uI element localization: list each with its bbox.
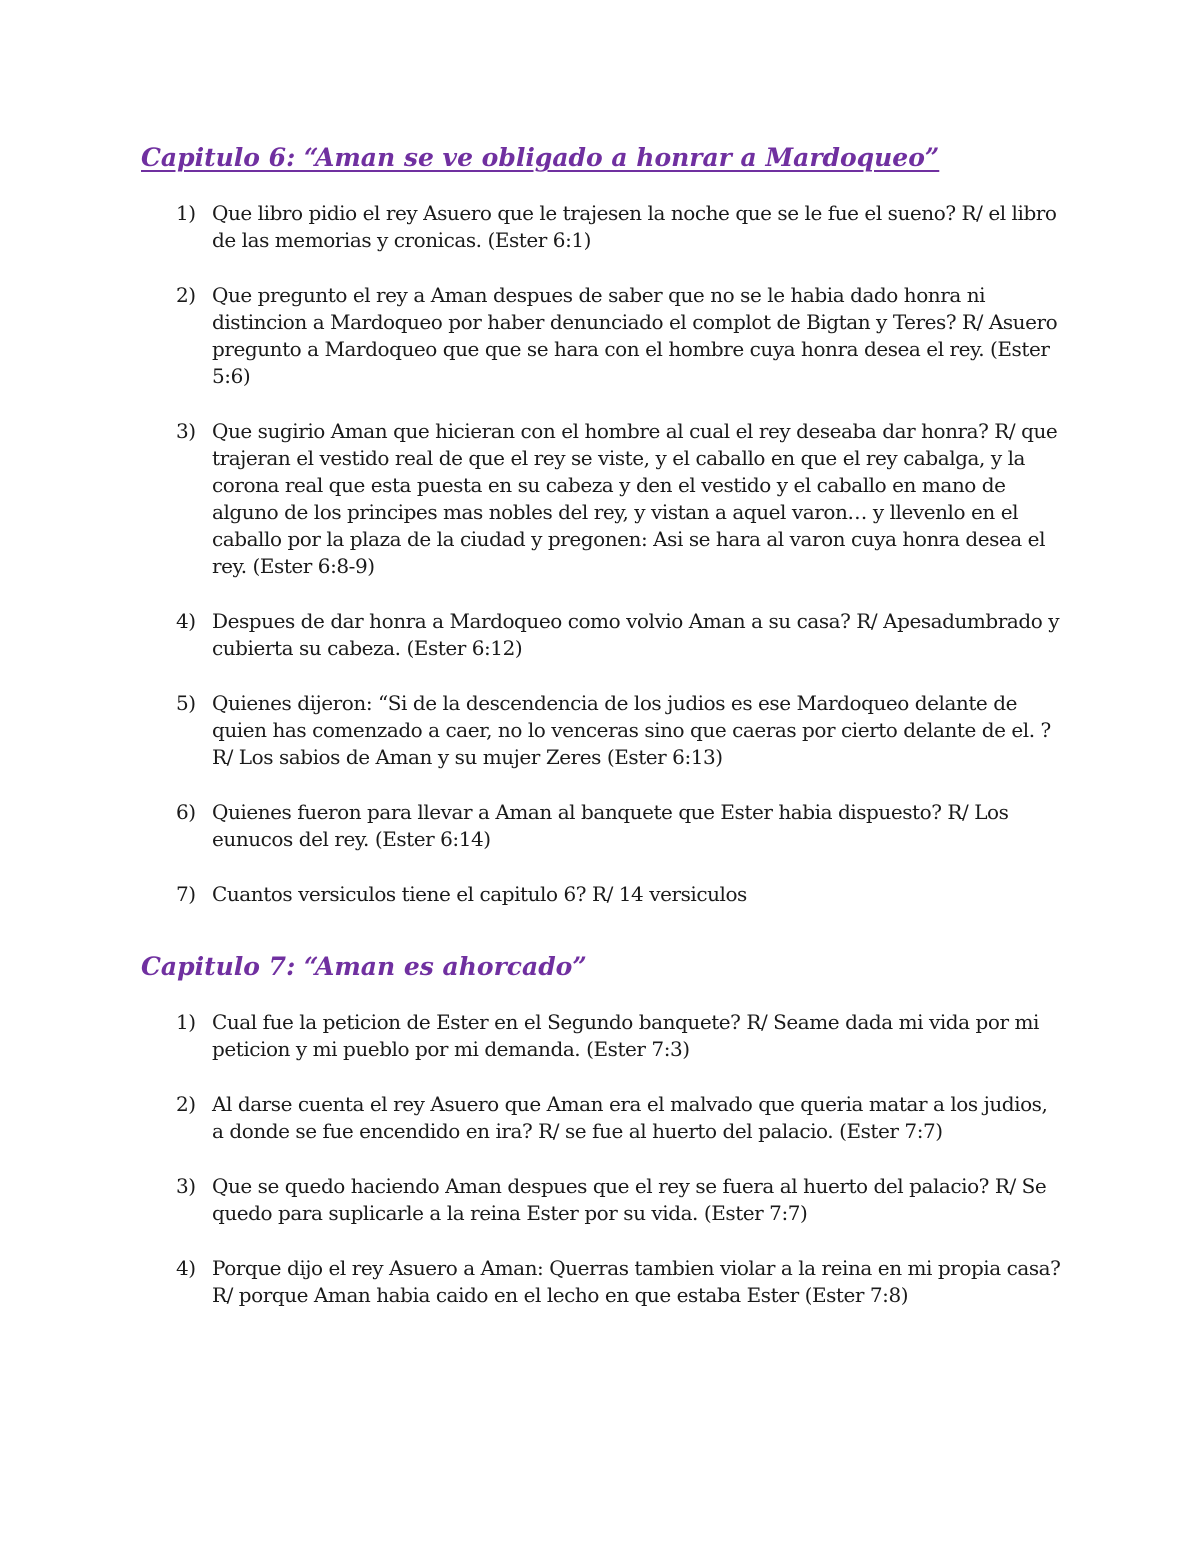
question-item xyxy=(0,799,1062,853)
chapter-7-question-list xyxy=(0,1009,1062,1337)
question-number: 3) xyxy=(176,1174,196,1198)
question-number: 4) xyxy=(176,609,196,633)
question-item xyxy=(0,881,1062,908)
question-text: Quienes dijeron: “Si de la descendencia de los judios es ese Mardoqueo delante de quien has comenzado a caer, no lo venceras sino que caeras por cierto delante de el. ? R/ Los sabios de Aman y su mujer Zeres (Ester 6:13) xyxy=(212,691,1051,769)
question-number: 7) xyxy=(176,882,196,906)
question-number: 6) xyxy=(176,800,196,824)
question-number: 4) xyxy=(176,1256,196,1280)
question-text: Cuantos versiculos tiene el capitulo 6? R/ 14 versiculos xyxy=(212,882,747,906)
question-item xyxy=(0,200,1062,254)
question-text: Que sugirio Aman que hicieran con el hombre al cual el rey deseaba dar honra? R/ que trajeran el vestido real de que el rey se viste, y el caballo en que el rey cabalga, y la corona real que esta puesta en su cabeza y den el vestido y el caballo en mano de alguno de los principes mas nobles del rey, y vistan a aquel varon… y llevenlo en el caballo por la plaza de la ciudad y pregonen: Asi se hara al varon cuya honra desea el rey. (Ester 6:8-9) xyxy=(212,419,1058,578)
question-item xyxy=(0,608,1062,662)
question-number: 2) xyxy=(176,1092,196,1116)
question-text: Al darse cuenta el rey Asuero que Aman era el malvado que queria matar a los judios, a donde se fue encendido en ira? R/ se fue al huerto del palacio. (Ester 7:7) xyxy=(212,1092,1048,1143)
question-item xyxy=(0,690,1062,771)
question-number: 5) xyxy=(176,691,196,715)
question-number: 1) xyxy=(176,1010,196,1034)
question-item xyxy=(0,1173,1062,1227)
question-item xyxy=(0,1009,1062,1063)
question-item xyxy=(0,282,1062,390)
question-text: Despues de dar honra a Mardoqueo como volvio Aman a su casa? R/ Apesadumbrado y cubierta su cabeza. (Ester 6:12) xyxy=(212,609,1060,660)
chapter-7-heading: Capitulo 7: “Aman es ahorcado” xyxy=(141,952,587,981)
question-text: Cual fue la peticion de Ester en el Segundo banquete? R/ Seame dada mi vida por mi peticion y mi pueblo por mi demanda. (Ester 7:3) xyxy=(212,1010,1039,1061)
question-item xyxy=(0,1255,1062,1309)
question-item xyxy=(0,418,1062,580)
question-number: 3) xyxy=(176,419,196,443)
question-number: 2) xyxy=(176,283,196,307)
chapter-6-heading: Capitulo 6: “Aman se ve obligado a honrar a Mardoqueo” xyxy=(141,143,940,172)
chapter-6-question-list xyxy=(0,200,1062,936)
question-item xyxy=(0,1091,1062,1145)
question-text: Porque dijo el rey Asuero a Aman: Querras tambien violar a la reina en mi propia casa? R/ porque Aman habia caido en el lecho en que estaba Ester (Ester 7:8) xyxy=(212,1256,1061,1307)
question-text: Quienes fueron para llevar a Aman al banquete que Ester habia dispuesto? R/ Los eunucos del rey. (Ester 6:14) xyxy=(212,800,1009,851)
question-number: 1) xyxy=(176,201,196,225)
question-text: Que libro pidio el rey Asuero que le trajesen la noche que se le fue el sueno? R/ el libro de las memorias y cronicas. (Ester 6:1) xyxy=(212,201,1057,252)
question-text: Que se quedo haciendo Aman despues que el rey se fuera al huerto del palacio? R/ Se quedo para suplicarle a la reina Ester por su vida. (Ester 7:7) xyxy=(212,1174,1047,1225)
question-text: Que pregunto el rey a Aman despues de saber que no se le habia dado honra ni distincion a Mardoqueo por haber denunciado el complot de Bigtan y Teres? R/ Asuero pregunto a Mardoqueo que que se hara con el hombre cuya honra desea el rey. (Ester 5:6) xyxy=(212,283,1058,388)
